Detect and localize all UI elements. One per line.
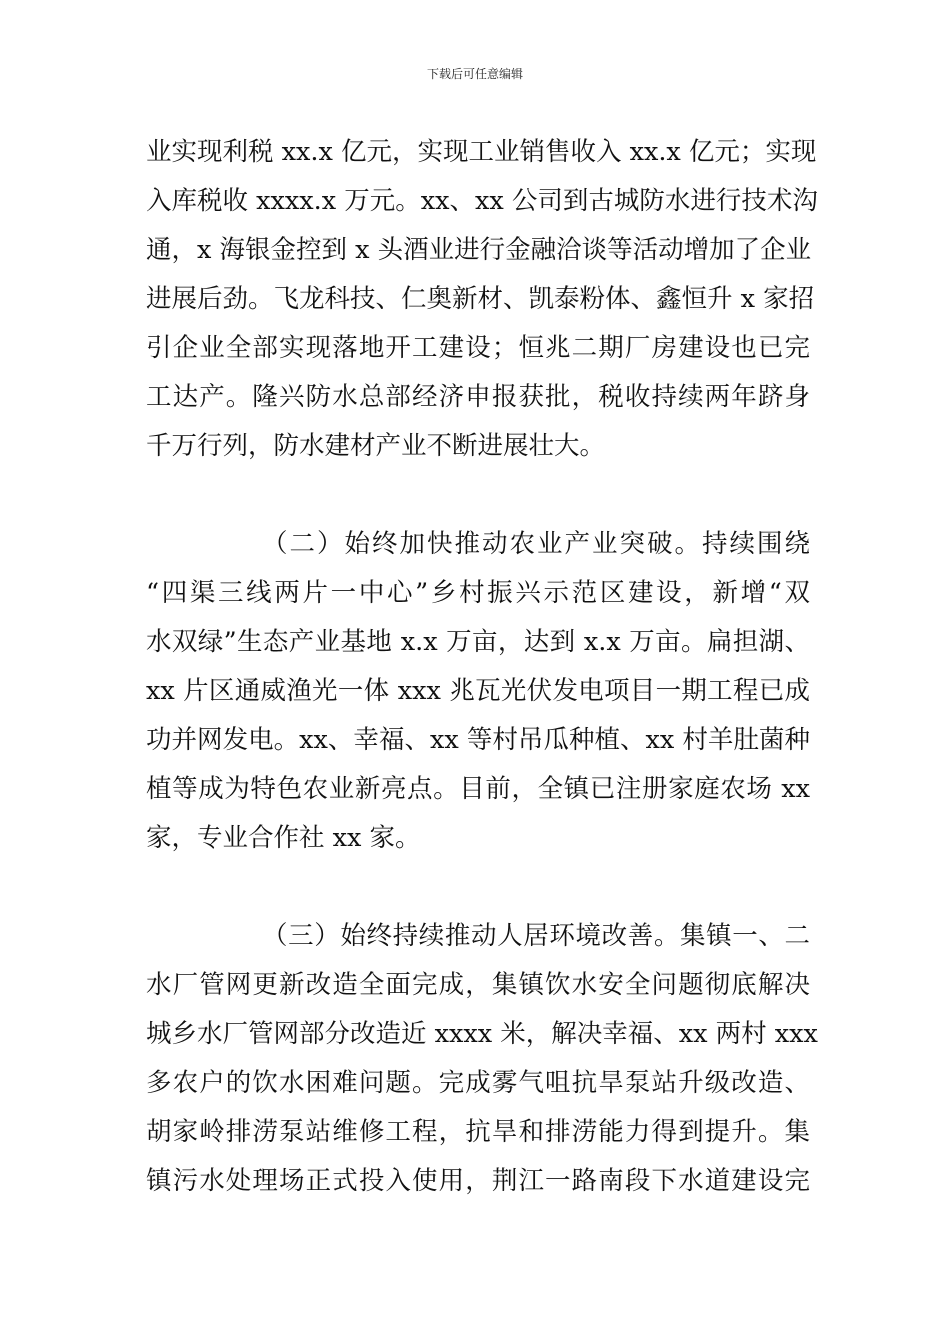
text-line: 水双绿”生态产业基地 x.x 万亩，达到 x.x 万亩。扁担湖、 xyxy=(146,627,810,657)
section-heading-line: （二）始终加快推动农业产业突破。持续围绕 xyxy=(262,529,810,559)
text-line: 功并网发电。xx、幸福、xx 等村吊瓜种植、xx 村羊肚菌种 xyxy=(146,725,810,755)
text-line: 植等成为特色农业新亮点。目前，全镇已注册家庭农场 xx xyxy=(146,774,810,804)
paragraph-agriculture xyxy=(146,520,810,863)
text-line: 业实现利税 xx.x 亿元，实现工业销售收入 xx.x 亿元；实现 xyxy=(146,137,817,167)
text-line: 胡家岭排涝泵站维修工程，抗旱和排涝能力得到提升。集 xyxy=(146,1117,810,1147)
paragraph-spacer xyxy=(146,863,810,912)
text-line: “四渠三线两片一中心”乡村振兴示范区建设，新增“双 xyxy=(146,578,810,608)
paragraph-living-environment xyxy=(146,912,818,1206)
document-body xyxy=(146,128,818,1206)
text-line: 家，专业合作社 xx 家。 xyxy=(146,823,421,853)
text-line: 多农户的饮水困难问题。完成雾气咀抗旱泵站升级改造、 xyxy=(146,1068,810,1098)
text-line: 水厂管网更新改造全面完成，集镇饮水安全问题彻底解决 xyxy=(146,970,810,1000)
text-line: 工达产。隆兴防水总部经济申报获批，税收持续两年跻身 xyxy=(146,382,810,412)
text-line: 引企业全部实现落地开工建设；恒兆二期厂房建设也已完 xyxy=(146,333,810,363)
text-line: xx 片区通威渔光一体 xxx 兆瓦光伏发电项目一期工程已成 xyxy=(146,676,810,706)
text-line: 通，x 海银金控到 x 头酒业进行金融洽谈等活动增加了企业 xyxy=(146,235,812,265)
text-line: 进展后劲。飞龙科技、仁奥新材、凯泰粉体、鑫恒升 x 家招 xyxy=(146,284,815,314)
paragraph-spacer xyxy=(146,471,810,520)
text-line: 入库税收 xxxx.x 万元。xx、xx 公司到古城防水进行技术沟 xyxy=(146,186,818,216)
text-line: 城乡水厂管网部分改造近 xxxx 米，解决幸福、xx 两村 xxx xyxy=(146,1019,818,1049)
section-heading-line: （三）始终持续推动人居环境改善。集镇一、二 xyxy=(262,921,810,951)
paragraph-industry-tax xyxy=(146,128,818,471)
text-line: 镇污水处理场正式投入使用，荆江一路南段下水道建设完 xyxy=(146,1166,810,1196)
text-line: 千万行列，防水建材产业不断进展壮大。 xyxy=(146,431,606,461)
page-header-note: 下载后可任意编辑 xyxy=(426,67,523,81)
